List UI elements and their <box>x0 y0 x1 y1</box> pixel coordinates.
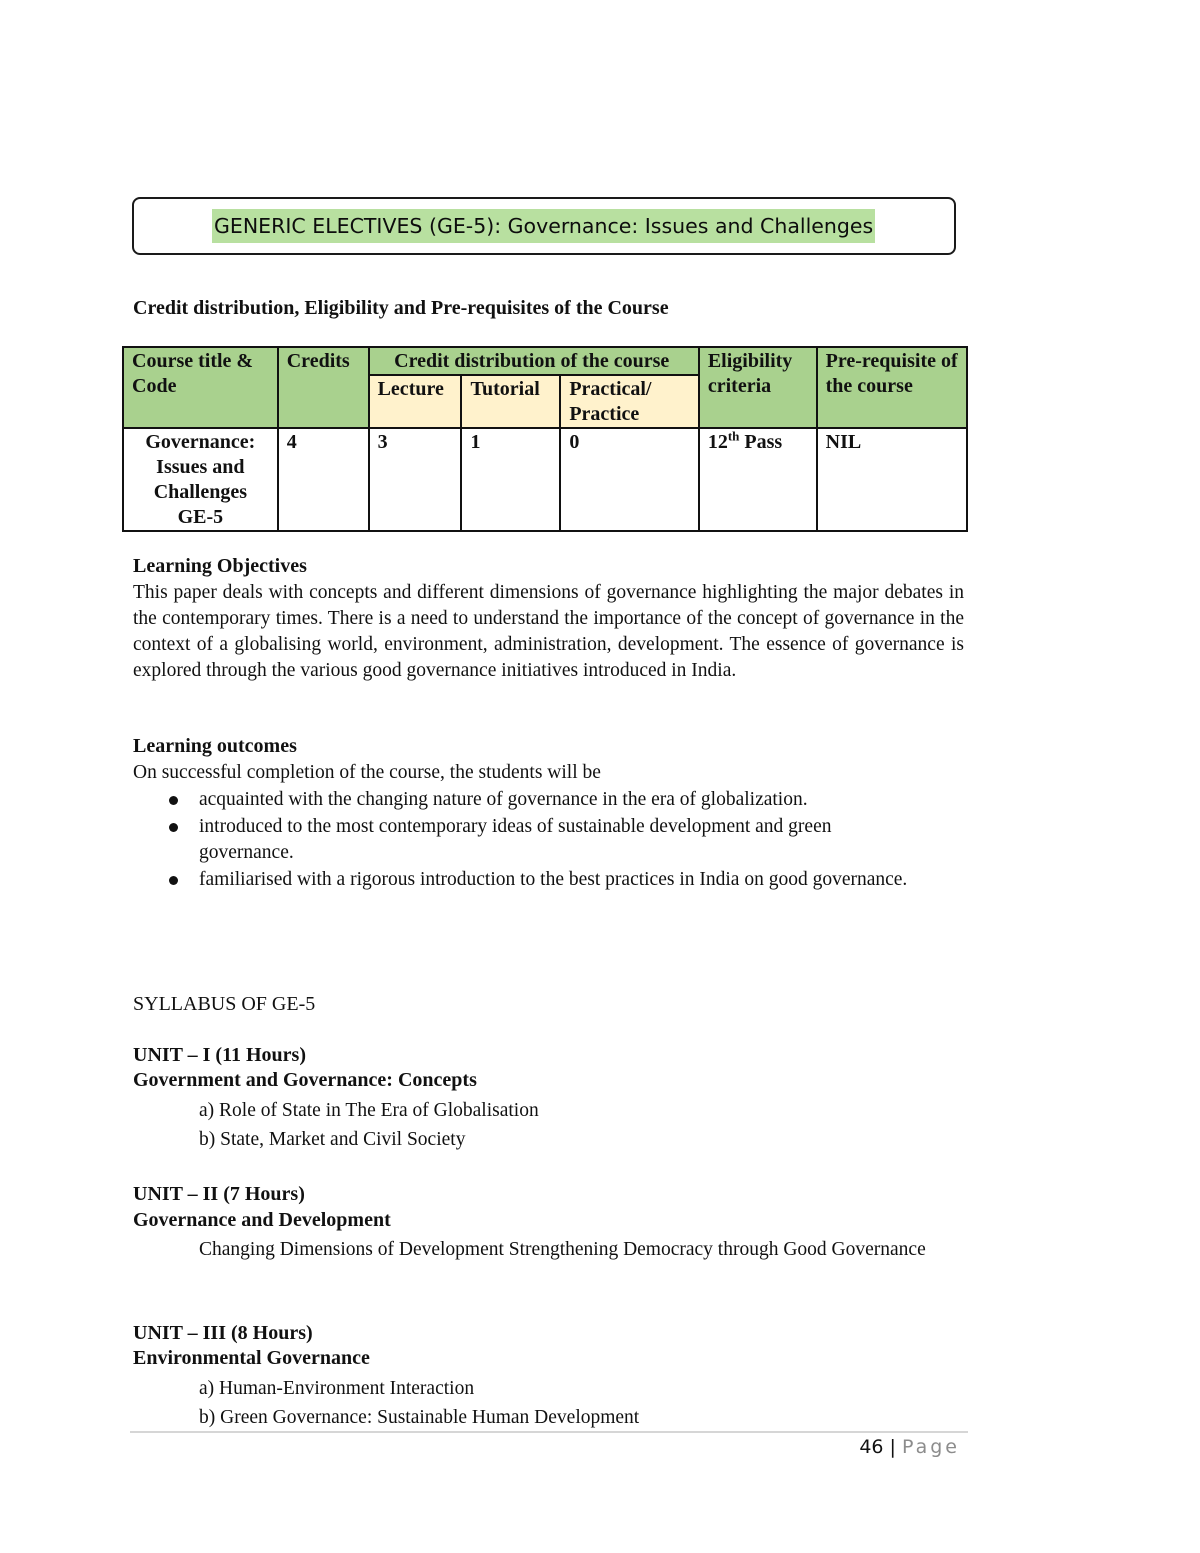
unit-1-title: Government and Governance: Concepts <box>133 1069 477 1091</box>
page-footer <box>859 1436 960 1458</box>
unit-item: a) Role of State in The Era of Globalisation <box>199 1100 539 1121</box>
cell-practical: 0 <box>560 428 699 531</box>
header-practical: Practical/ Practice <box>560 375 699 428</box>
header-lecture: Lecture <box>369 375 462 428</box>
header-course-title: Course title & Code <box>123 347 278 428</box>
page-number: 46 <box>859 1436 884 1458</box>
header-eligibility: Eligibility criteria <box>699 347 817 428</box>
list-item-text: familiarised with a rigorous introduction to the best practices in India on good governance. <box>199 869 908 890</box>
outcomes-list <box>133 787 923 894</box>
header-tutorial: Tutorial <box>461 375 560 428</box>
footer-divider <box>130 1431 968 1433</box>
cell-lecture: 3 <box>369 428 462 531</box>
unit-3-items <box>133 1374 639 1432</box>
unit-item: b) State, Market and Civil Society <box>199 1129 466 1150</box>
objectives-heading: Learning Objectives <box>133 555 307 577</box>
unit-item: b) Green Governance: Sustainable Human Development <box>199 1407 640 1428</box>
unit-2-items <box>133 1235 933 1264</box>
bullet-icon <box>169 876 178 885</box>
outcomes-intro: On successful completion of the course, the students will be <box>133 762 601 783</box>
syllabus-heading: SYLLABUS OF GE-5 <box>133 993 316 1015</box>
unit-3-label: UNIT – III (8 Hours) <box>133 1322 313 1344</box>
header-prerequisite: Pre-requisite of the course <box>817 347 967 428</box>
eligibility-number: 12 <box>707 431 728 453</box>
list-item-text: introduced to the most contemporary ideas of sustainable development and green governance. <box>199 816 832 863</box>
list-item <box>133 787 923 813</box>
course-title: GENERIC ELECTIVES (GE-5): Governance: Issues and Challenges <box>212 209 875 243</box>
credit-table <box>122 346 968 532</box>
objectives-paragraph: This paper deals with concepts and different dimensions of governance highlighting the major debates in the contemporary times. There is a need to understand the importance of the concept of governance in the context of a globalising world, environment, administration, development. The essence of governance is explored through the various good governance initiatives introduced in India. <box>133 582 964 681</box>
unit-item: Changing Dimensions of Development Strengthening Democracy through Good Governance <box>199 1239 926 1260</box>
cell-course-title: Governance: Issues and Challenges GE-5 <box>123 428 278 531</box>
bullet-icon <box>169 823 178 832</box>
list-item <box>133 814 923 866</box>
bullet-icon <box>169 796 178 805</box>
cell-tutorial: 1 <box>461 428 560 531</box>
list-item <box>133 867 923 893</box>
page-label: Page <box>902 1436 960 1458</box>
footer-separator: | <box>889 1436 896 1458</box>
unit-1-label: UNIT – I (11 Hours) <box>133 1044 306 1066</box>
header-credit-distribution: Credit distribution of the course <box>369 347 699 375</box>
header-credits: Credits <box>278 347 369 428</box>
cell-eligibility <box>699 428 817 531</box>
title-box <box>132 197 956 255</box>
unit-2-label: UNIT – II (7 Hours) <box>133 1183 305 1205</box>
cell-prerequisite: NIL <box>817 428 967 531</box>
unit-3-title: Environmental Governance <box>133 1347 370 1369</box>
unit-item: a) Human-Environment Interaction <box>199 1378 475 1399</box>
credit-distribution-heading: Credit distribution, Eligibility and Pre-requisites of the Course <box>133 297 669 319</box>
outcomes-heading: Learning outcomes <box>133 735 297 757</box>
list-item-text: acquainted with the changing nature of governance in the era of globalization. <box>199 789 808 810</box>
cell-credits: 4 <box>278 428 369 531</box>
unit-2-title: Governance and Development <box>133 1209 391 1231</box>
eligibility-suffix: th <box>727 428 740 444</box>
eligibility-rest: Pass <box>739 431 783 453</box>
unit-1-items <box>133 1096 539 1154</box>
